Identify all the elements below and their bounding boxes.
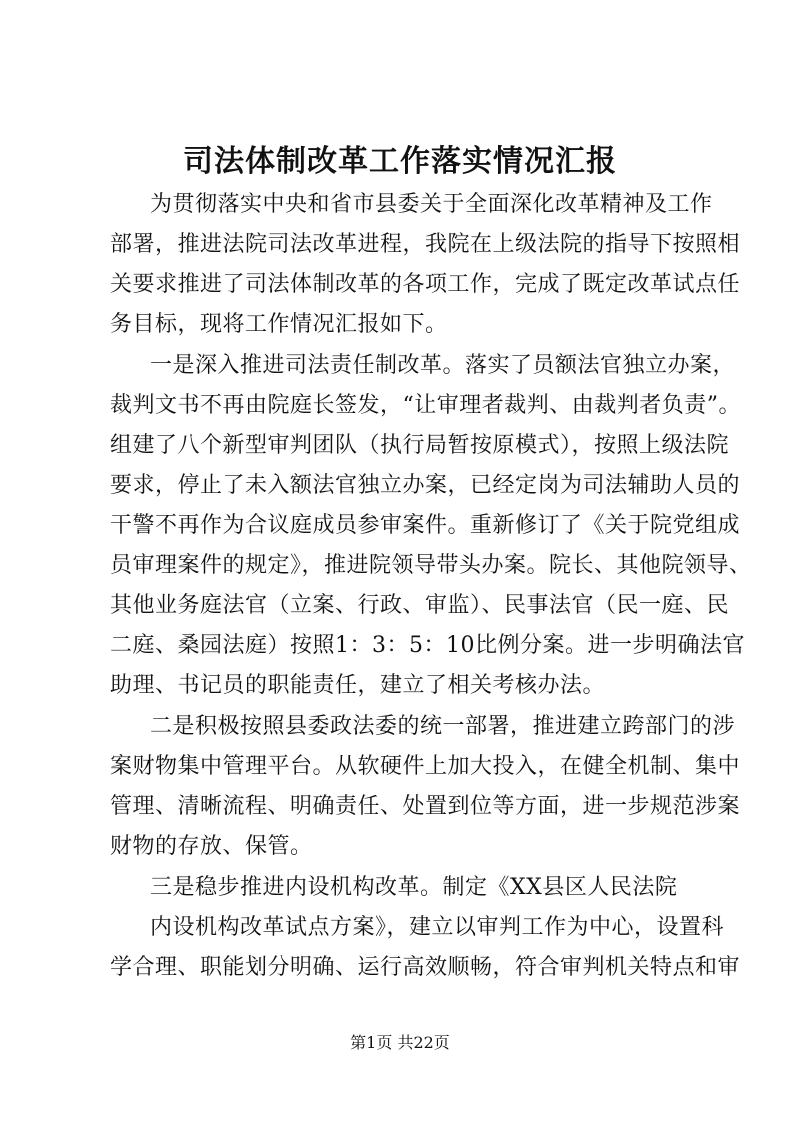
paragraph-line: 助理、书记员的职能责任，建立了相关考核办法。	[110, 673, 606, 698]
paragraph-line: 员审理案件的规定》，推进院领导带头办案。院长、其他院领导、	[110, 553, 752, 578]
page-number-footer: 第1页 共22页	[350, 1033, 450, 1052]
paragraph-line: 务目标，现将工作情况汇报如下。	[110, 312, 448, 337]
paragraph-line: 组建了八个新型审判团队（执行局暂按原模式），按照上级法院	[110, 433, 730, 458]
paragraph-line: 学合理、职能划分明确、运行高效顺畅，符合审判机关特点和审	[110, 955, 741, 980]
paragraph-line: 管理、清晰流程、明确责任、处置到位等方面，进一步规范涉案	[110, 794, 741, 819]
paragraph-line: 其他业务庭法官（立案、行政、审监）、民事法官（民一庭、民	[110, 593, 730, 618]
paragraph-line: 一是深入推进司法责任制改革。落实了员额法官独立办案，	[150, 353, 736, 378]
paragraph-line: 案财物集中管理平台。从软硬件上加大投入，在健全机制、集中	[110, 754, 741, 779]
document-title: 司法体制改革工作落实情况汇报	[183, 144, 617, 179]
paragraph-line: 内设机构改革试点方案》，建立以审判工作为中心，设置科	[150, 915, 725, 940]
paragraph-line: 部署，推进法院司法改革进程，我院在上级法院的指导下按照相	[110, 232, 741, 257]
paragraph-line: 二庭、桑园法庭）按照1：3：5：10比例分案。进一步明确法官	[110, 633, 745, 658]
paragraph-line: 干警不再作为合议庭成员参审案件。重新修订了《关于院党组成	[110, 513, 741, 538]
paragraph-line: 财物的存放、保管。	[110, 834, 313, 859]
paragraph-line: 三是稳步推进内设机构改革。制定《XX县区人民法院	[150, 875, 678, 900]
paragraph-line: 关要求推进了司法体制改革的各项工作，完成了既定改革试点任	[110, 272, 741, 297]
paragraph-line: 裁判文书不再由院庭长签发，“让审理者裁判、由裁判者负责”。	[110, 393, 741, 418]
paragraph-line: 二是积极按照县委政法委的统一部署，推进建立跨部门的涉	[150, 714, 736, 739]
paragraph-line: 要求，停止了未入额法官独立办案，已经定岗为司法辅助人员的	[110, 473, 741, 498]
paragraph-line: 为贯彻落实中央和省市县委关于全面深化改革精神及工作	[150, 192, 713, 217]
